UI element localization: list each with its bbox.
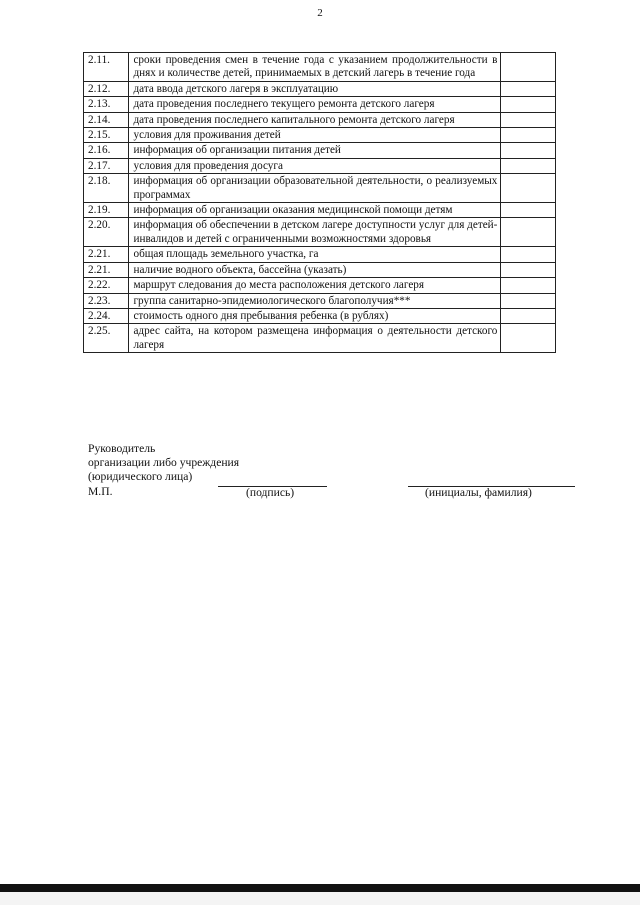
item-description: информация об организации оказания медицинской помощи детям (129, 203, 501, 218)
item-number: 2.14. (84, 112, 129, 127)
item-number: 2.25. (84, 324, 129, 353)
item-description: условия для проведения досуга (129, 158, 501, 173)
table-row (84, 293, 556, 308)
table-row (84, 81, 556, 96)
item-value-cell (501, 324, 556, 353)
scan-edge-margin (0, 892, 640, 905)
item-description: условия для проживания детей (129, 128, 501, 143)
item-number: 2.18. (84, 174, 129, 203)
signer-title-line-1: Руководитель (88, 442, 156, 455)
item-description: дата проведения последнего текущего ремонта детского лагеря (129, 97, 501, 112)
item-value-cell (501, 143, 556, 158)
item-value-cell (501, 247, 556, 262)
item-number: 2.17. (84, 158, 129, 173)
item-number: 2.12. (84, 81, 129, 96)
signature-block (88, 442, 239, 499)
item-description: информация об обеспечении в детском лагере доступности услуг для детей-инвалидов и детей с ограниченными возможностями здоровья (129, 218, 501, 247)
item-number: 2.23. (84, 293, 129, 308)
camp-info-table (83, 52, 556, 353)
item-description: информация об организации образовательной деятельности, о реализуемых программах (129, 174, 501, 203)
item-value-cell (501, 174, 556, 203)
item-value-cell (501, 278, 556, 293)
item-description: маршрут следования до места расположения детского лагеря (129, 278, 501, 293)
item-description: дата проведения последнего капитального ремонта детского лагеря (129, 112, 501, 127)
page-number: 2 (317, 7, 323, 19)
table-row (84, 203, 556, 218)
item-value-cell (501, 262, 556, 277)
item-description: стоимость одного дня пребывания ребенка (в рублях) (129, 308, 501, 323)
table-row (84, 158, 556, 173)
table-row (84, 278, 556, 293)
scan-edge-bar (0, 884, 640, 892)
table-row (84, 308, 556, 323)
item-number: 2.21. (84, 262, 129, 277)
item-number: 2.22. (84, 278, 129, 293)
table-row (84, 262, 556, 277)
item-value-cell (501, 81, 556, 96)
item-description: наличие водного объекта, бассейна (указать) (129, 262, 501, 277)
item-number: 2.15. (84, 128, 129, 143)
table-row (84, 97, 556, 112)
item-description: сроки проведения смен в течение года с указанием продолжительности в днях и количестве детей, принимаемых в детский лагерь в течение года (129, 53, 501, 82)
item-number: 2.19. (84, 203, 129, 218)
item-value-cell (501, 128, 556, 143)
item-description: дата ввода детского лагеря в эксплуатацию (129, 81, 501, 96)
item-value-cell (501, 53, 556, 82)
stamp-label: М.П. (88, 484, 113, 498)
item-number: 2.20. (84, 218, 129, 247)
item-value-cell (501, 112, 556, 127)
item-description: группа санитарно-эпидемиологического благополучия*** (129, 293, 501, 308)
table-row (84, 112, 556, 127)
item-description: информация об организации питания детей (129, 143, 501, 158)
item-value-cell (501, 97, 556, 112)
item-value-cell (501, 158, 556, 173)
item-description: адрес сайта, на котором размещена информация о деятельности детского лагеря (129, 324, 501, 353)
signature-caption: (подпись) (246, 486, 295, 499)
table-row (84, 128, 556, 143)
table-row (84, 174, 556, 203)
table-row (84, 143, 556, 158)
item-number: 2.21. (84, 247, 129, 262)
table-row (84, 247, 556, 262)
table-row (84, 324, 556, 353)
signer-title-line-2: организации либо учреждения (88, 456, 240, 470)
item-number: 2.11. (84, 53, 129, 82)
item-value-cell (501, 203, 556, 218)
item-number: 2.16. (84, 143, 129, 158)
item-number: 2.24. (84, 308, 129, 323)
table-row (84, 218, 556, 247)
item-value-cell (501, 218, 556, 247)
item-value-cell (501, 293, 556, 308)
table-row (84, 53, 556, 82)
name-caption: (инициалы, фамилия) (425, 486, 532, 499)
signer-title-line-3: (юридического лица) (88, 470, 193, 484)
item-number: 2.13. (84, 97, 129, 112)
item-value-cell (501, 308, 556, 323)
item-description: общая площадь земельного участка, га (129, 247, 501, 262)
